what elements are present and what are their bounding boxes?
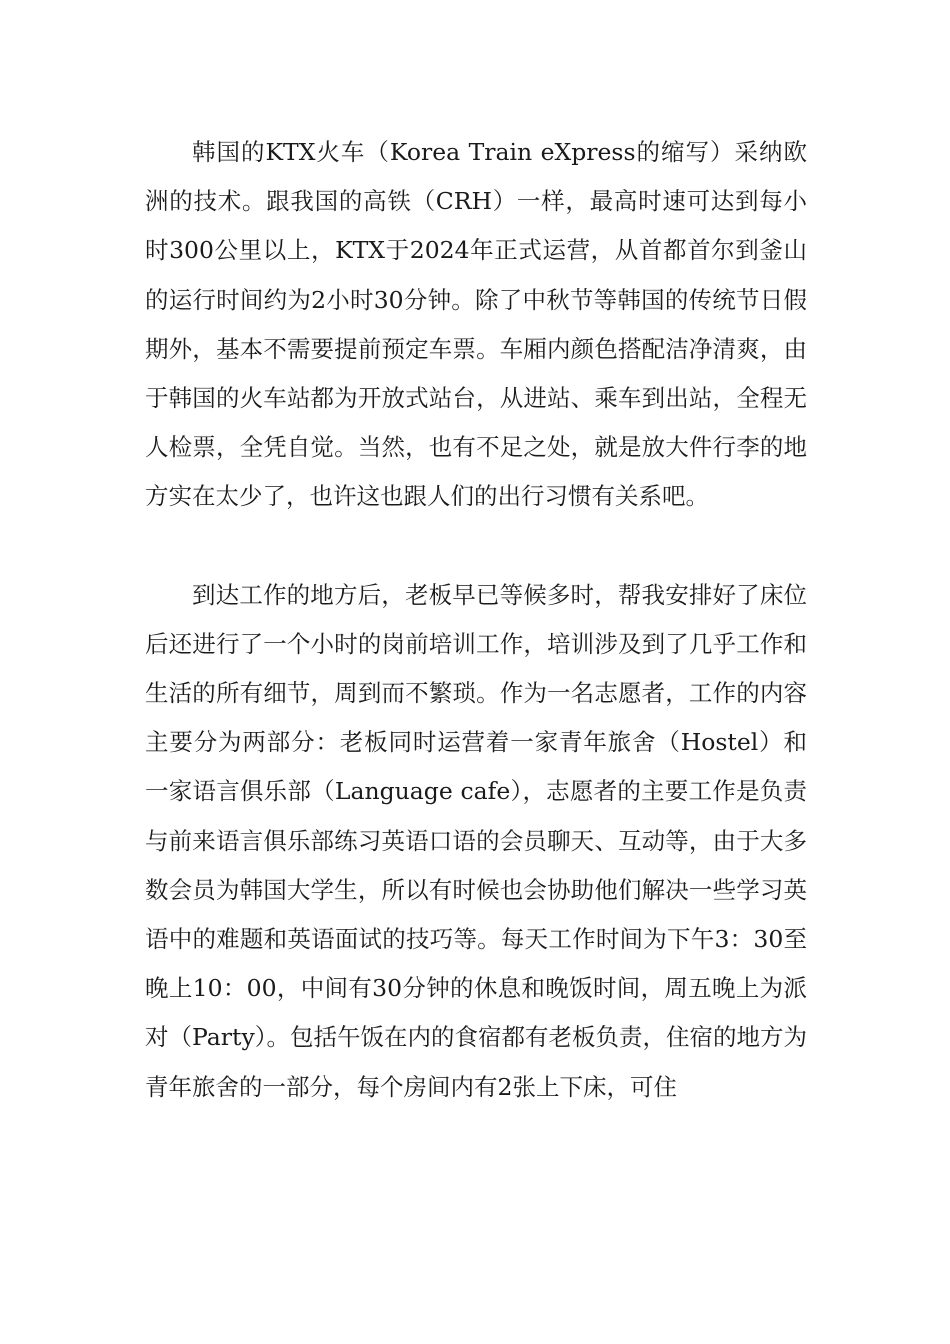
document-body <box>145 128 807 1112</box>
paragraph-volunteer-work: 到达工作的地方后，老板早已等候多时，帮我安排好了床位后还进行了一个小时的岗前培训工作，培训涉及到了几乎工作和生活的所有细节，周到而不繁琐。作为一名志愿者，工作的内容主要分为两部分：老板同时运营着一家青年旅舍（Hostel）和一家语言俱乐部（Language cafe），志愿者的主要工作是负责与前来语言俱乐部练习英语口语的会员聊天、互动等，由于大多数会员为韩国大学生，所以有时候也会协助他们解决一些学习英语中的难题和英语面试的技巧等。每天工作时间为下午3：30至晚上10：00，中间有30分钟的休息和晚饭时间，周五晚上为派对（Party）。包括午饭在内的食宿都有老板负责，住宿的地方为青年旅舍的一部分，每个房间内有2张上下床，可住 <box>145 580 807 1101</box>
paragraph-ktx-train: 韩国的KTX火车（Korea Train eXpress的缩写）采纳欧洲的技术。跟我国的高铁（CRH）一样，最高时速可达到每小时300公里以上，KTX于2024年正式运营，从首都首尔到釜山的运行时间约为2小时30分钟。除了中秋节等韩国的传统节日假期外，基本不需要提前预定车票。车厢内颜色搭配洁净清爽，由于韩国的火车站都为开放式站台，从进站、乘车到出站，全程无人检票，全凭自觉。当然，也有不足之处，就是放大件行李的地方实在太少了，也许这也跟人们的出行习惯有关系吧。 <box>145 138 807 511</box>
